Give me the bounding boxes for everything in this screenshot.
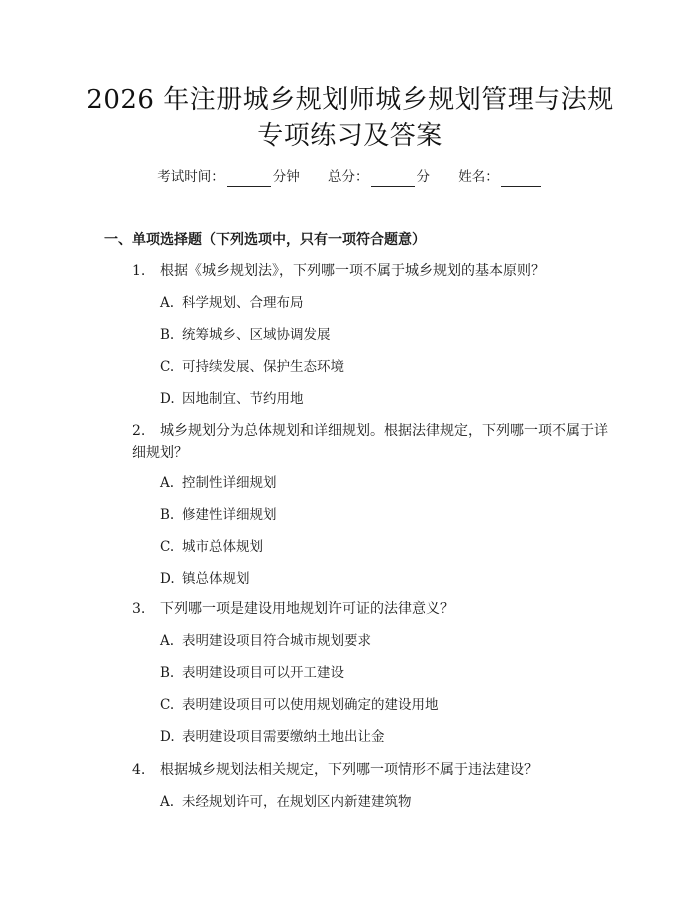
question-1-option-a (160, 293, 304, 313)
question-text: 根据城乡规划法相关规定，下列哪一项情形不属于违法建设？ (160, 762, 538, 778)
question-2-option-a (160, 473, 277, 493)
document-title-line-1: 2026 年注册城乡规划师城乡规划管理与法规 (86, 85, 614, 115)
question-text: 下列哪一项是建设用地规划许可证的法律意义？ (160, 601, 454, 617)
total-score-label: 总分： (328, 169, 369, 185)
option-letter: B. (160, 665, 175, 681)
option-letter: D. (160, 729, 175, 745)
option-letter: B. (160, 327, 175, 343)
question-1 (132, 261, 545, 281)
name-blank (501, 172, 541, 187)
question-3-option-c (160, 695, 439, 715)
question-2-continuation (132, 443, 188, 463)
question-2 (132, 421, 608, 441)
option-text: 表明建设项目可以开工建设 (182, 665, 344, 681)
option-letter: D. (160, 391, 175, 407)
question-number: 2. (132, 423, 146, 439)
option-letter: A. (160, 295, 175, 311)
option-text: 科学规划、合理布局 (182, 295, 304, 311)
question-2-option-b (160, 505, 277, 525)
option-text: 表明建设项目符合城市规划要求 (182, 633, 371, 649)
total-score-unit: 分 (416, 169, 430, 185)
question-2-option-c (160, 537, 263, 557)
question-1-option-b (160, 325, 331, 345)
exam-time-label: 考试时间： (157, 169, 225, 185)
option-text: 城市总体规划 (182, 539, 263, 555)
option-letter: A. (160, 633, 175, 649)
question-3-option-d (160, 727, 385, 747)
question-text-line-2: 细规划？ (132, 445, 188, 461)
name-label: 姓名： (458, 169, 499, 185)
option-letter: B. (160, 507, 175, 523)
option-letter: C. (160, 697, 175, 713)
question-1-option-c (160, 357, 344, 377)
question-number: 1. (132, 263, 146, 279)
option-text: 未经规划许可，在规划区内新建建筑物 (182, 794, 412, 810)
total-score-blank (371, 172, 415, 187)
option-text: 镇总体规划 (182, 571, 250, 587)
question-4 (132, 760, 538, 780)
question-text: 根据《城乡规划法》，下列哪一项不属于城乡规划的基本原则？ (160, 263, 545, 279)
question-3-option-b (160, 663, 344, 683)
option-text: 因地制宜、节约用地 (182, 391, 304, 407)
option-text: 可持续发展、保护生态环境 (182, 359, 344, 375)
question-4-option-a (160, 792, 412, 812)
document-title-line-2: 专项练习及答案 (257, 121, 443, 151)
option-letter: C. (160, 539, 175, 555)
exam-info-row (0, 167, 700, 187)
question-1-option-d (160, 389, 304, 409)
option-text: 控制性详细规划 (182, 475, 277, 491)
question-text-line-1: 城乡规划分为总体规划和详细规划。根据法律规定，下列哪一项不属于详 (160, 423, 608, 439)
option-text: 表明建设项目可以使用规划确定的建设用地 (182, 697, 439, 713)
option-text: 表明建设项目需要缴纳土地出让金 (182, 729, 385, 745)
option-letter: D. (160, 571, 175, 587)
question-number: 3. (132, 601, 146, 617)
name-field (458, 167, 543, 187)
exam-time-unit: 分钟 (272, 169, 300, 185)
option-text: 修建性详细规划 (182, 507, 277, 523)
exam-time-field (157, 167, 300, 187)
option-text: 统筹城乡、区域协调发展 (182, 327, 331, 343)
option-letter: A. (160, 794, 175, 810)
question-3-option-a (160, 631, 371, 651)
option-letter: C. (160, 359, 175, 375)
total-score-field (328, 167, 430, 187)
question-2-option-d (160, 569, 250, 589)
question-3 (132, 599, 454, 619)
question-number: 4. (132, 762, 146, 778)
exam-time-blank (227, 172, 271, 187)
section-heading: 一、单项选择题（下列选项中，只有一项符合题意） (104, 232, 426, 248)
option-letter: A. (160, 475, 175, 491)
